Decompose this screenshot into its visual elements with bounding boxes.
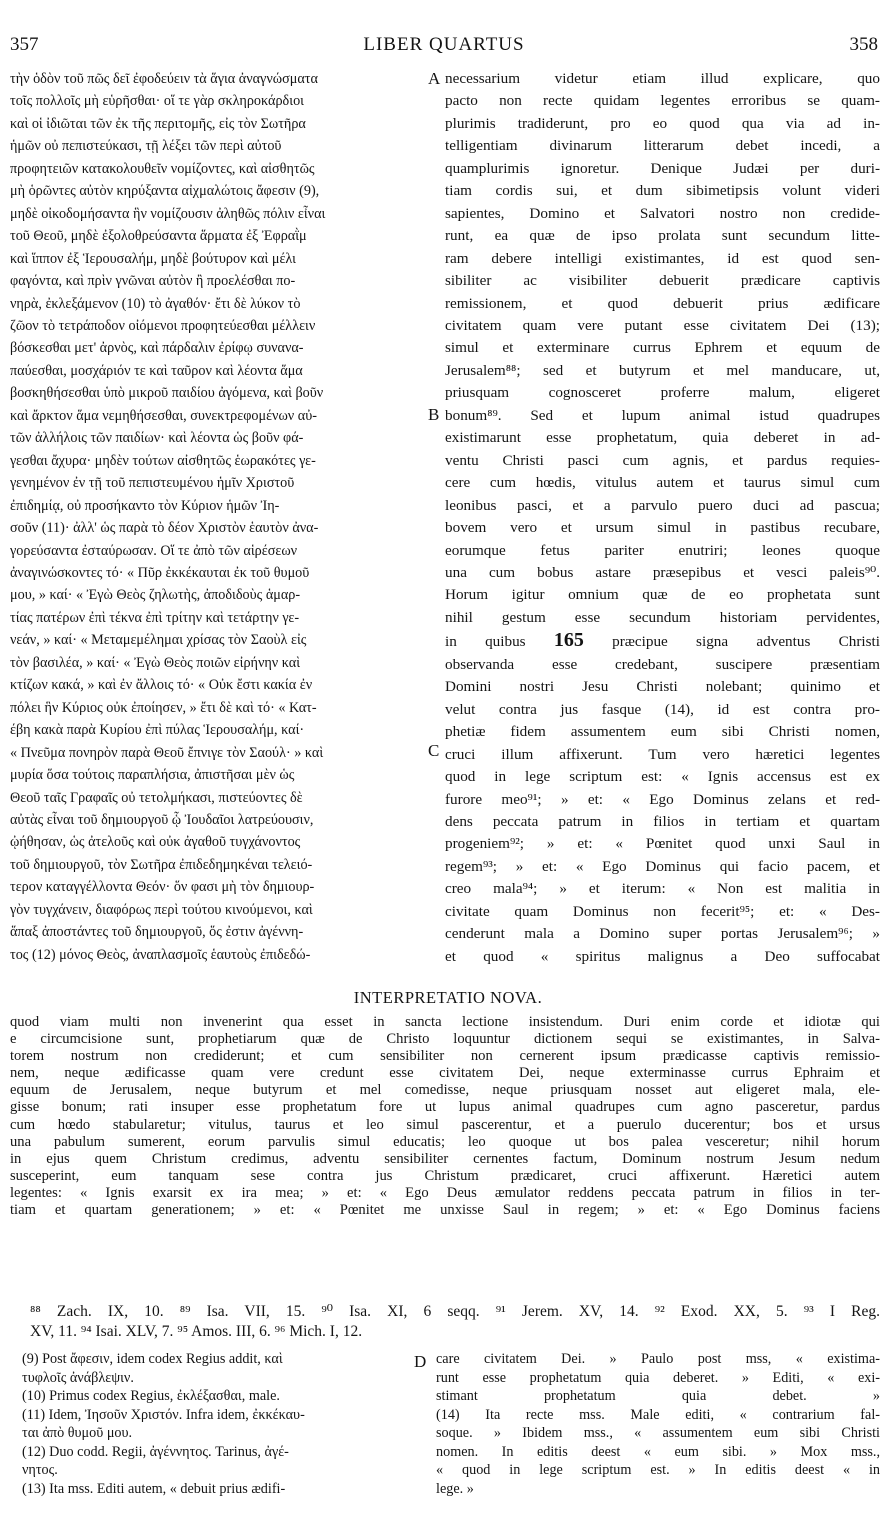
- latin-text-line: necessarium videtur etiam illud explicare, quo: [445, 70, 880, 87]
- greek-text-line: μὴ ὁρῶντες αὐτὸν κηρύξαντα αἰχμαλώτοις ἄφεσιν (9),: [10, 183, 320, 200]
- greek-text-line: καὶ ἵππον ἐξ Ἱερουσαλήμ, μηδὲ βούτυρον καὶ μέλι: [10, 250, 296, 267]
- greek-text-line: ᾠήθησαν, ὡς ἀτελοῦς καὶ οὐκ ἀγαθοῦ τυγχάνοντος: [10, 834, 301, 851]
- margin-marker-b: B: [428, 405, 440, 424]
- translation-text-line: in ejus quem Christum credimus, adventu sensibiliter cernentes factum, Dominum nostrum Jesum nedum: [10, 1150, 880, 1167]
- latin-text-line: quod in lege scriptum est: « Ignis accensus est ex: [445, 768, 880, 786]
- latin-text-line: Horum igitur omnium quæ de eo prophetata sunt: [445, 586, 880, 604]
- greek-text-line: τοῖς πολλοῖς μὴ εὑρῆσθαι· οἵ τε γὰρ σκληροκάρδιοι: [10, 93, 304, 110]
- greek-text-line: βοσκηθήσεσθαι ὑπὸ μικροῦ παιδίου ἀγόμενα, καὶ βοῦν: [10, 385, 324, 402]
- page-header: [10, 34, 878, 60]
- margin-marker-a: A: [428, 69, 441, 88]
- latin-text-line: remissionem, et quod debuerit prius ædificare: [445, 294, 880, 312]
- greek-text-line: τὸν βασιλέα, » καί· « Ἐγὼ Θεὸς ποιῶν εἰρήνην καὶ: [10, 654, 301, 671]
- footnote-line: ται ἀπὸ θυμοῦ μου.: [22, 1425, 133, 1441]
- greek-text-line: τοῦ Θεοῦ, μηδὲ ἐξολοθρεύσαντα ἅρματα ἐξ Ἐφραῒμ: [10, 228, 307, 245]
- footnote-line: (13) Ita mss. Editi autem, « debuit prius ædifi-: [22, 1480, 286, 1497]
- greek-text-line: ἀναγινώσκοντες τό· « Πῦρ ἐκκέκαυται ἐκ τοῦ θυμοῦ: [10, 564, 310, 581]
- latin-text-line: [445, 629, 880, 653]
- greek-text-line: τερον καταγγέλλοντα Θεόν· ὅν φασι μὴ τὸν δημιουρ-: [10, 879, 315, 896]
- latin-text-line: dens peccata patrum in filios in tertiam et quartam: [445, 812, 880, 830]
- new-interpretation-text: [10, 1014, 880, 1219]
- footnote-line: (9) Post ἄφεσιν, idem codex Regius addit, καὶ: [22, 1351, 283, 1367]
- section-title: INTERPRETATIO NOVA.: [353, 988, 543, 1007]
- translation-text-line: una pabulum sumerent, eorum parvulis simul educatis; leo quoque ut bos palea vesceretur; nihil horum: [10, 1133, 880, 1150]
- footnote-line: runt esse prophetatum quia deberet. » Editi, « exi-: [436, 1369, 880, 1386]
- latin-text-line: runt, ea quæ de ipso prolata sunt secundum litte-: [445, 227, 880, 245]
- latin-text-line: Domini nostri Jesu Christi nolebant; quinimo et: [445, 678, 880, 696]
- footnote-line: care civitatem Dei. » Paulo post mss, « existima-: [436, 1351, 880, 1367]
- greek-text-line: ἐπιδημίᾳ, οὐ προσήκαντο τὸν Κύριον ἡμῶν Ἰη-: [10, 497, 280, 514]
- latin-text-line: ram debere intelligi existimantes, id est quod sen-: [445, 249, 880, 267]
- greek-text-line: « Πνεῦμα πονηρὸν παρὰ Θεοῦ ἔπνιγε τὸν Σαούλ· » καὶ: [10, 744, 324, 761]
- translation-text-line: susceperint, eum tanquam sese contra jus Christum prædicaret, cruci affixerunt. Hæretici autem: [10, 1167, 880, 1184]
- greek-text-line: τῶν ἀλλήλοις τῶν παιδίων· καὶ λέοντα ὡς βοῦν φά-: [10, 430, 304, 447]
- latin-text-line: phetiæ fidem assumentem eum sibi Christi nomen,: [445, 723, 880, 741]
- latin-text-line: velut contra jus fasque (14), id est contra pro-: [445, 700, 880, 718]
- footnote-line: « quod in lege scriptum est. » In editis deest « in: [436, 1462, 880, 1478]
- page-number-left: 357: [10, 34, 39, 55]
- footnote-line: (11) Idem, Ἰησοῦν Χριστόν. Infra idem, ἐκκέκαυ-: [22, 1406, 305, 1423]
- translation-text-line: e circumcisione sunt, prophetiarum quæ de Christo loquuntur dictionem sequi se existimantes, in Salva-: [10, 1031, 880, 1048]
- latin-text-line: cere cum hœdis, vitulus autem et taurus simul cum: [445, 474, 880, 492]
- footnotes-right: [436, 1350, 880, 1498]
- latin-text-line: sapientes, Domino et Salvatori nostro non credide-: [445, 204, 880, 222]
- greek-text-line: τος (12) μόνος Θεὸς, ἀναπλασμοῖς ἑαυτοὺς ἐπιδεδώ-: [10, 946, 311, 963]
- latin-text-line: quamplurimis ignoretur. Denique Judæi per duri-: [445, 159, 880, 177]
- latin-text-line: civitatem quam vere putant esse civitatem Dei (13);: [445, 316, 880, 334]
- greek-text-line: ἅπαξ ἀποστάντες τοῦ δημιουργοῦ, ὅς ἐστιν ἀγέννη-: [10, 924, 304, 941]
- latin-text-line: observanda esse credebant, suscipere præsentiam: [445, 655, 880, 673]
- greek-text-line: Θεοῦ ταῖς Γραφαῖς οὐ τετολμήκασι, πιστεύοντες δὲ: [10, 789, 303, 806]
- latin-text-line: cruci illum affixerunt. Tum vero hæretici legentes: [445, 745, 880, 763]
- greek-text-line: νεάν, » καί· « Μεταμεμέλημαι χρίσας τὸν Σαοὺλ εἰς: [10, 632, 307, 649]
- greek-text-line: μου, » καί· « Ἐγὼ Θεὸς ζηλωτὴς, ἀποδιδοὺς ἁμαρ-: [10, 587, 301, 604]
- translation-text-line: torem nostrum non crediderunt; et cum sensibiliter non cernerent ipsum prædicasse captivis remissio-: [10, 1048, 880, 1065]
- latin-text-line: regem⁹³; » et: « Ego Dominus qui facio pacem, et: [445, 857, 880, 875]
- greek-text-line: τίας πατέρων ἐπὶ τέκνα ἐπὶ τρίτην καὶ τετάρτην γε-: [10, 609, 300, 626]
- reference-line: XV, 11. ⁹⁴ Isai. XLV, 7. ⁹⁵ Amos. III, 6. ⁹⁶ Mich. I, 12.: [30, 1322, 363, 1340]
- latin-text-line: cenderunt mala a Domino super portas Jerusalem⁹⁶; »: [445, 925, 880, 943]
- footnote-line: (10) Primus codex Regius, ἐκλέξασθαι, male.: [22, 1388, 280, 1404]
- latin-text-line: pacto non recte quidam legentes erroribus se quam-: [445, 92, 880, 110]
- footnote-line: stimant prophetatum quia debet. »: [436, 1388, 880, 1404]
- greek-text-line: τὴν ὁδὸν τοῦ πῶς δεῖ ἐφοδεύειν τὰ ἅγια ἀναγνώσματα: [10, 71, 318, 87]
- latin-column: [445, 68, 880, 968]
- latin-text-line: Jerusalem⁸⁸; sed et butyrum et mel manducare, ut,: [445, 361, 880, 379]
- footnote-line: nomen. In editis deest « eum sibi. » Mox mss.,: [436, 1443, 880, 1460]
- latin-text-line: simul et exterminare currus Ephrem et equum de: [445, 339, 880, 357]
- greek-text-line: πόλει ἣν Κύριος οὐκ ἐποίησεν, » ἔτι δὲ καὶ τό· « Κατ-: [10, 699, 317, 716]
- translation-text-line: legentes: « Ignis exarsit ex ira mea; » et: « Ego Deus æmulator reddens peccata patrum in filios in ter-: [10, 1184, 880, 1201]
- page-number-right: 358: [849, 34, 878, 55]
- scripture-references: [30, 1302, 880, 1341]
- footnote-line: lege. »: [436, 1480, 474, 1497]
- margin-marker-c: C: [428, 741, 440, 760]
- greek-text-line: αὐτὰς εἶναι τοῦ δημιουργοῦ ᾧ Ἰουδαῖοι λατρεύουσιν,: [10, 811, 314, 828]
- translation-text-line: tiam et quartam generationem; » et: « Pœnitet me unxisse Saul in regem; » et: « Ego Dominus faciens: [10, 1202, 880, 1219]
- latin-text-line: eorumque fetus pariter enutriri; leones quoque: [445, 541, 880, 559]
- latin-text-line: ventu Christi pasci cum agnis, et pardus requies-: [445, 451, 880, 469]
- greek-text-line: σοῦν (11)· ἀλλ' ὡς παρὰ τὸ δέον Χριστὸν ἑαυτὸν ἀνα-: [10, 520, 319, 537]
- footnotes-left: [22, 1350, 410, 1498]
- greek-text-line: γενημένον ἐν τῇ τοῦ πεπιστευμένου ἡμῖν Χριστοῦ: [10, 475, 295, 492]
- greek-column: [10, 68, 428, 966]
- greek-text-line: κτίζων κακά, » καὶ ἐν ἄλλοις τό· « Οὐκ ἔστι κακία ἐν: [10, 677, 313, 694]
- greek-text-line: μηδὲ οἰκοδομήσαντα ἣν νομίζουσιν ἀληθῶς πόλιν εἶναι: [10, 205, 326, 222]
- running-title: LIBER QUARTUS: [363, 34, 525, 55]
- greek-text-line: καὶ ἄρκτον ἅμα νεμηθήσεσθαι, συνεκτρεφομένων αὐ-: [10, 407, 317, 424]
- latin-text-line: priusquam cognosceret proferre malum, eligeret: [445, 384, 880, 402]
- latin-text-line: existimarunt esse prophetatum, quia deberet in ad-: [445, 429, 880, 447]
- greek-text-line: τοῦ δημιουργοῦ, τὸν Σωτῆρα ἐπιδεδημηκέναι τελειό-: [10, 856, 313, 873]
- latin-text-line: progeniem⁹²; » et: « Pœnitet quod unxi Saul in: [445, 835, 880, 853]
- greek-text-line: φαγόντα, καὶ πρὶν γνῶναι αὐτὸν ἢ προελέσθαι πο-: [10, 273, 296, 290]
- footnote-line: (14) Ita recte mss. Male editi, « contrarium fal-: [436, 1406, 880, 1423]
- latin-text-line: civitate quam Dominus non fecerit⁹⁵; et: « Des-: [445, 902, 880, 920]
- translation-text-line: nem, neque ædificasse quam vere credunt esse civitatem Dei, neque exterminasse currus Ephraim et: [10, 1065, 880, 1082]
- greek-text-line: ζῶον τὸ τετράποδον οἰόμενοι προφητεύεσθαι μέλλειν: [10, 317, 316, 334]
- margin-marker-d: D: [414, 1352, 427, 1371]
- latin-text-line: telligentiam divinarum litterarum debet incedi, a: [445, 137, 880, 155]
- translation-text-line: cum hœdo stabularetur; vitulus, taurus et leo simul pascerentur, et a puerulo ducerentur; bos et ursus: [10, 1116, 880, 1133]
- latin-text-fragment: præcipue signa adventus Christi: [612, 633, 880, 651]
- greek-text-line: μυρία ὅσα τούτοις παραπλήσια, ἀπιστῆσαι μὲν ὡς: [10, 767, 295, 784]
- latin-text-line: una cum bobus astare præsepibus et vesci paleis⁹⁰.: [445, 563, 880, 581]
- latin-text-line: plurimis tradiderunt, pro eo quod qua via ad in-: [445, 114, 880, 132]
- latin-text-line: leonibus pasci, et a parvulo puero duci ad pascua;: [445, 496, 880, 514]
- greek-text-line: προφητειῶν κατακολουθεῖν νομίζοντες, καὶ αἰσθητῶς: [10, 160, 315, 177]
- latin-text-fragment: in quibus: [445, 633, 526, 651]
- greek-text-line: γεσθαι ἄχυρα· μηδὲν τούτων αἰσθητῶς ἑωρακότες γε-: [10, 452, 316, 469]
- latin-text-line: bovem vero et ursum simul in pastibus recubare,: [445, 519, 880, 537]
- greek-text-line: παύεσθαι, μοσχάριόν τε καὶ ταῦρον καὶ λέοντα ἅμα: [10, 362, 303, 379]
- latin-text-line: et quod « spiritus malignus a Deo suffocabat: [445, 947, 880, 965]
- latin-text-line: furore meo⁹¹; » et: « Ego Dominus zelans et red-: [445, 790, 880, 808]
- latin-text-line: nihil gestum esse secundum historiam pervidentes,: [445, 608, 880, 626]
- greek-text-line: έβη κακὰ παρὰ Κυρίου ἐπὶ πύλας Ἱερουσαλήμ, καί·: [10, 722, 305, 739]
- footnote-line: (12) Duo codd. Regii, ἀγέννητος. Tarinus, ἀγέ-: [22, 1443, 289, 1460]
- translation-text-line: equum de Jerusalem, neque butyrum et mel comedisse, neque priusquam nosset aut eligeret mala, ele-: [10, 1082, 880, 1099]
- greek-text-line: νηρὰ, ἐκλεξάμενον (10) τὸ ἀγαθόν· ἔτι δὲ λύκον τὸ: [10, 295, 301, 312]
- greek-text-line: γὸν τυγχάνειν, διαφόρως περὶ τούτου κινούμενοι, καὶ: [10, 901, 313, 918]
- latin-text-line: bonum⁸⁹. Sed et lupum animal istud quadrupes: [445, 406, 880, 424]
- latin-text-line: sibiliter ac visibiliter debuerit prædicare captivis: [445, 272, 880, 290]
- greek-text-line: καὶ οἱ ἰδιῶται τῶν ἐκ τῆς περιτομῆς, εἰς τὸν Σωτῆρα: [10, 115, 306, 132]
- column-number: 165: [553, 629, 584, 652]
- footnote-line: νητος.: [22, 1462, 58, 1478]
- translation-text-line: quod viam multi non invenerint qua esset in sancta lectione insistendum. Duri enim corde et idiotæ qui: [10, 1014, 880, 1030]
- translation-text-line: gisse bonum; rati insuper esse prophetatum fore ut lupus animal quadrupes cum agno pasceretur, pardus: [10, 1099, 880, 1116]
- greek-text-line: γορεύσαντα ἐσταύρωσαν. Οἵ τε ἀπὸ τῶν αἱρέσεων: [10, 542, 298, 559]
- footnote-line: τυφλοῖς ἀνάβλεψιν.: [22, 1369, 134, 1386]
- greek-text-line: βόσκεσθαι μετ' ἀρνὸς, καὶ πάρδαλιν ἐρίφῳ συνανα-: [10, 340, 304, 357]
- footnote-line: soque. » Ibidem mss., « assumentem eum sibi Christi: [436, 1425, 880, 1441]
- reference-line: ⁸⁸ Zach. IX, 10. ⁸⁹ Isa. VII, 15. ⁹⁰ Isa. XI, 6 seqq. ⁹¹ Jerem. XV, 14. ⁹² Exod. XX, 5. ⁹³ I Reg.: [30, 1303, 880, 1320]
- greek-text-line: ἡμῶν οὐ πεπιστεύκασι, τῇ λέξει τῶν περὶ αὐτοῦ: [10, 138, 282, 155]
- latin-text-line: tiam cordis sui, et dum sibimetipsis volunt videri: [445, 182, 880, 200]
- latin-text-line: creo mala⁹⁴; » et iterum: « Non est malitia in: [445, 880, 880, 898]
